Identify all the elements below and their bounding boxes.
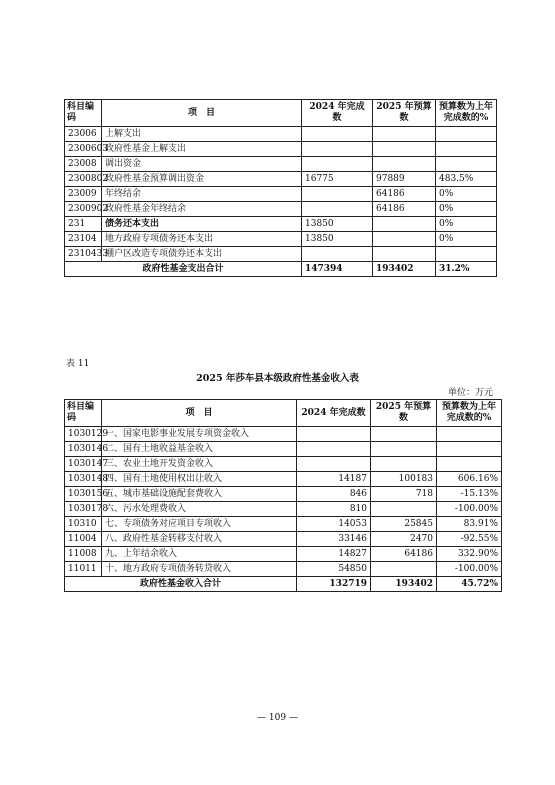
table-row: [65, 427, 502, 442]
cell-2024: 13850: [302, 217, 373, 232]
header-code: 科目编码: [65, 100, 102, 127]
total-2025: 193402: [373, 262, 436, 277]
cell-2024: 810: [297, 502, 371, 517]
table-row: [65, 247, 497, 262]
cell-2024: 13850: [302, 232, 373, 247]
cell-pct: 606.16%: [437, 472, 502, 487]
cell-2024: [297, 427, 371, 442]
cell-pct: 83.91%: [437, 517, 502, 532]
cell-code: 2300802: [65, 172, 102, 187]
table-row: [65, 142, 497, 157]
table-title: 2025 年莎车县本级政府性基金收入表: [196, 373, 359, 384]
cell-code: 23009: [65, 187, 102, 202]
header-item: 项 目: [102, 400, 297, 427]
cell-2025: 64186: [373, 187, 436, 202]
cell-code: 1030147: [65, 457, 102, 472]
cell-item: 九、上年结余收入: [102, 547, 297, 562]
cell-pct: 0%: [436, 187, 497, 202]
cell-2024: [302, 202, 373, 217]
table-row: [65, 562, 502, 577]
table-row: [65, 517, 502, 532]
cell-pct: [436, 127, 497, 142]
cell-2024: [302, 247, 373, 262]
cell-pct: 0%: [436, 232, 497, 247]
cell-2024: 54850: [297, 562, 371, 577]
cell-item: 六、污水处理费收入: [102, 502, 297, 517]
cell-code: 1030129: [65, 427, 102, 442]
table-row: [65, 442, 502, 457]
cell-2025: [373, 217, 436, 232]
table-row: [65, 187, 497, 202]
cell-2024: [302, 142, 373, 157]
total-row: [65, 262, 497, 277]
cell-2024: [302, 187, 373, 202]
cell-2025: [371, 457, 437, 472]
cell-code: 23008: [65, 157, 102, 172]
cell-item: 上解支出: [102, 127, 302, 142]
cell-pct: -100.00%: [437, 502, 502, 517]
cell-item: 七、专项债务对应项目专项收入: [102, 517, 297, 532]
cell-2025: 64186: [373, 202, 436, 217]
table-row: [65, 172, 497, 187]
cell-pct: [437, 442, 502, 457]
table-row: [65, 202, 497, 217]
cell-item: 债务还本支出: [102, 217, 302, 232]
cell-pct: [436, 247, 497, 262]
total-pct: 31.2%: [436, 262, 497, 277]
cell-2025: [371, 442, 437, 457]
table-row: [65, 532, 502, 547]
total-2024: 147394: [302, 262, 373, 277]
cell-code: 11011: [65, 562, 102, 577]
cell-2024: [297, 457, 371, 472]
cell-item: 政府性基金上解支出: [102, 142, 302, 157]
cell-2025: [371, 427, 437, 442]
cell-2025: [371, 502, 437, 517]
table-row: [65, 457, 502, 472]
cell-2024: 846: [297, 487, 371, 502]
cell-item: 政府性基金年终结余: [102, 202, 302, 217]
cell-pct: -100.00%: [437, 562, 502, 577]
total-2025: 193402: [371, 577, 437, 592]
cell-pct: -15.13%: [437, 487, 502, 502]
cell-pct: [437, 457, 502, 472]
cell-pct: 0%: [436, 202, 497, 217]
cell-code: 2300902: [65, 202, 102, 217]
table-number: 表 11: [66, 359, 90, 369]
cell-code: 23006: [65, 127, 102, 142]
cell-item: 政府性基金预算调出资金: [102, 172, 302, 187]
cell-2024: [297, 442, 371, 457]
cell-2025: [371, 562, 437, 577]
cell-2025: 2470: [371, 532, 437, 547]
cell-item: 一、国家电影事业发展专项资金收入: [102, 427, 297, 442]
total-label: 政府性基金收入合计: [65, 577, 297, 592]
table-row: [65, 547, 502, 562]
cell-pct: 483.5%: [436, 172, 497, 187]
cell-code: 231: [65, 217, 102, 232]
table-row: [65, 502, 502, 517]
cell-item: 十、地方政府专项债务转贷收入: [102, 562, 297, 577]
header-pct: 预算数为上年完成数的%: [436, 100, 497, 127]
cell-2024: 16775: [302, 172, 373, 187]
cell-item: 棚户区改造专项债券还本支出: [102, 247, 302, 262]
table-header-row: [65, 100, 497, 127]
cell-2025: 100183: [371, 472, 437, 487]
cell-code: 23104: [65, 232, 102, 247]
expenditure-table: [64, 99, 497, 277]
page-number: — 109 —: [257, 713, 298, 723]
cell-2025: 25845: [371, 517, 437, 532]
cell-2024: 14827: [297, 547, 371, 562]
cell-2024: 33146: [297, 532, 371, 547]
cell-code: 1030178: [65, 502, 102, 517]
total-2024: 132719: [297, 577, 371, 592]
cell-2024: [302, 127, 373, 142]
cell-item: 五、城市基础设施配套费收入: [102, 487, 297, 502]
cell-pct: [436, 142, 497, 157]
cell-code: 11004: [65, 532, 102, 547]
cell-pct: [436, 157, 497, 172]
cell-2025: [373, 142, 436, 157]
cell-2025: 64186: [371, 547, 437, 562]
cell-2024: [302, 157, 373, 172]
header-item: 项 目: [102, 100, 302, 127]
table-row: [65, 487, 502, 502]
table-header-row: [65, 400, 502, 427]
cell-2025: [373, 157, 436, 172]
cell-code: 1030156: [65, 487, 102, 502]
cell-item: 年终结余: [102, 187, 302, 202]
table-row: [65, 157, 497, 172]
cell-2025: 97889: [373, 172, 436, 187]
total-label: 政府性基金支出合计: [65, 262, 302, 277]
header-2025: 2025 年预算数: [371, 400, 437, 427]
header-pct: 预算数为上年完成数的%: [437, 400, 502, 427]
cell-2024: 14187: [297, 472, 371, 487]
cell-2025: 718: [371, 487, 437, 502]
total-pct: 45.72%: [437, 577, 502, 592]
table-row: [65, 127, 497, 142]
cell-code: 1030148: [65, 472, 102, 487]
cell-code: 1030146: [65, 442, 102, 457]
table-row: [65, 472, 502, 487]
cell-item: 四、国有土地使用权出让收入: [102, 472, 297, 487]
cell-item: 调出资金: [102, 157, 302, 172]
cell-pct: [437, 427, 502, 442]
cell-item: 三、农业土地开发资金收入: [102, 457, 297, 472]
unit-label: 单位：万元: [447, 388, 493, 398]
cell-item: 八、政府性基金转移支付收入: [102, 532, 297, 547]
header-2025: 2025 年预算数: [373, 100, 436, 127]
cell-pct: -92.55%: [437, 532, 502, 547]
header-code: 科目编码: [65, 400, 102, 427]
revenue-table: [64, 399, 502, 592]
cell-item: 地方政府专项债务还本支出: [102, 232, 302, 247]
cell-2025: [373, 232, 436, 247]
cell-pct: 0%: [436, 217, 497, 232]
total-row: [65, 577, 502, 592]
cell-code: 11008: [65, 547, 102, 562]
cell-code: 2300603: [65, 142, 102, 157]
cell-pct: 332.90%: [437, 547, 502, 562]
table-row: [65, 217, 497, 232]
cell-2025: [373, 127, 436, 142]
header-2024: 2024 年完成数: [297, 400, 371, 427]
cell-2025: [373, 247, 436, 262]
cell-code: 10310: [65, 517, 102, 532]
cell-code: 2310433: [65, 247, 102, 262]
table-row: [65, 232, 497, 247]
header-2024: 2024 年完成数: [302, 100, 373, 127]
cell-2024: 14053: [297, 517, 371, 532]
cell-item: 二、国有土地收益基金收入: [102, 442, 297, 457]
